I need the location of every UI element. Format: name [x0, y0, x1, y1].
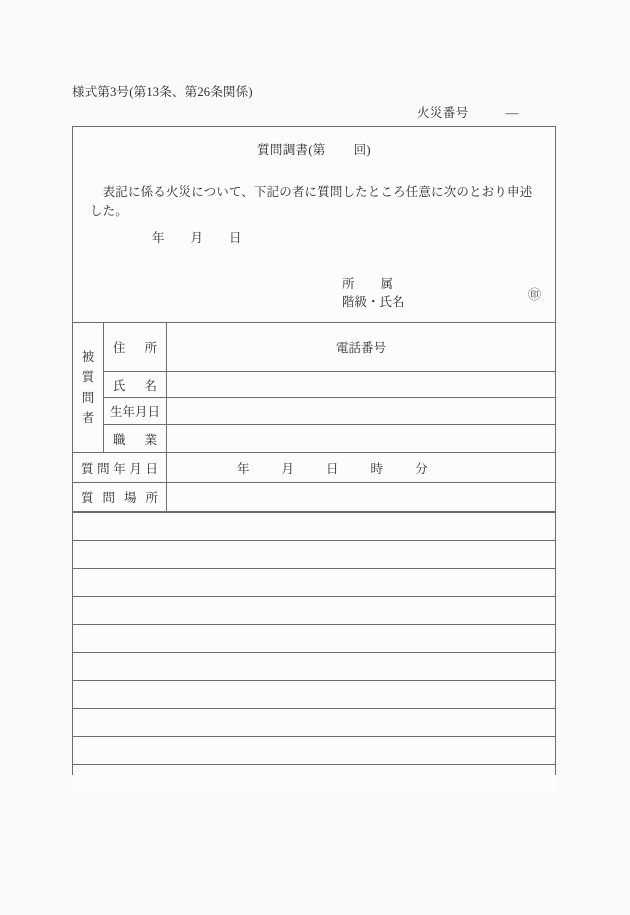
question-date-label-char-2: 年 [113, 461, 126, 476]
entry-date-line [152, 228, 242, 246]
birthdate-label-cell [104, 398, 167, 425]
subject-vertical-label [73, 323, 104, 453]
telephone-label: 電話番号 [335, 341, 386, 355]
statement-row-cell[interactable] [73, 513, 555, 541]
occupation-label-b: 業 [144, 432, 157, 447]
statement-row-cell[interactable] [73, 541, 555, 569]
question-date-label-char-0: 質 [81, 461, 94, 476]
statement-row-cell[interactable] [73, 681, 555, 709]
fire-number-label: 火災番号 [417, 106, 469, 120]
birthdate-label: 生年月日 [109, 405, 160, 419]
name-label-cell [104, 372, 167, 398]
question-place-label-char-1: 問 [102, 491, 115, 505]
statement-row-cell[interactable] [73, 653, 555, 681]
statement-row [73, 653, 555, 681]
name-label-a: 氏 [113, 378, 126, 393]
occupation-label-cell [104, 425, 167, 453]
document-title-suffix: 回) [353, 143, 371, 157]
subject-info-table [73, 323, 555, 512]
statement-row [73, 513, 555, 541]
statement-row [73, 625, 555, 653]
form-frame [72, 126, 556, 775]
affiliation-line [342, 275, 405, 293]
question-date-day: 日 [326, 461, 339, 476]
question-place-label-char-2: 場 [123, 491, 137, 505]
question-date-minute: 分 [415, 461, 428, 476]
address-label-b: 所 [144, 341, 157, 355]
statement-row [73, 737, 555, 765]
table-row [73, 453, 555, 483]
fire-number-value: — [505, 106, 519, 120]
address-label-cell [104, 323, 167, 372]
entry-date-year: 年 [152, 231, 165, 245]
question-date-label-char-1: 問 [97, 461, 110, 476]
occupation-label-a: 職 [113, 432, 126, 447]
statement-row [73, 541, 555, 569]
subject-label-char-2: 問 [81, 390, 95, 405]
address-label-a: 住 [113, 341, 126, 355]
affiliation-label-a: 所 [342, 277, 355, 291]
question-place-value-cell[interactable] [167, 483, 556, 512]
entry-date-month: 月 [190, 231, 204, 245]
table-row [73, 398, 555, 425]
question-date-value-cell[interactable] [167, 453, 556, 483]
name-value-cell[interactable] [167, 372, 556, 398]
address-value-cell[interactable] [167, 323, 556, 372]
statement-row-cell[interactable] [73, 709, 555, 737]
statement-row-cell[interactable] [73, 625, 555, 653]
table-row [73, 483, 555, 512]
statement-row-cell[interactable] [73, 597, 555, 625]
statement-row [73, 709, 555, 737]
document-title [73, 140, 555, 158]
statement-row [73, 681, 555, 709]
question-date-label-char-3: 月 [129, 461, 142, 476]
statement-row [73, 569, 555, 597]
entry-date-day: 日 [229, 231, 242, 245]
question-date-hour: 時 [370, 461, 384, 476]
table-row [73, 323, 555, 372]
question-place-label-char-3: 所 [145, 491, 158, 505]
table-row [73, 425, 555, 453]
table-row [73, 372, 555, 398]
subject-label-char-3: 者 [81, 410, 95, 425]
affiliation-label-b: 属 [380, 277, 394, 291]
statement-row [73, 597, 555, 625]
seal-icon: ㊞ [527, 287, 541, 302]
subject-label-char-1: 質 [81, 370, 95, 385]
rank-name-label: 階級・氏名 [342, 295, 405, 310]
statement-text: 表記に係る火災について、下記の者に質問したところ任意に次のとおり申述した。 [90, 185, 533, 218]
question-place-label-char-0: 質 [81, 491, 94, 505]
birthdate-value-cell[interactable] [167, 398, 556, 425]
statement-block [73, 127, 555, 323]
statement-row-cell[interactable] [73, 737, 555, 765]
statement-writing-rows [73, 512, 555, 792]
question-date-label-char-4: 日 [145, 461, 158, 476]
name-label-b: 名 [144, 378, 157, 393]
question-date-year: 年 [237, 461, 250, 476]
form-code-label: 様式第3号(第13条、第26条関係) [72, 85, 253, 99]
question-place-label-cell [73, 483, 167, 512]
statement-row [73, 765, 555, 793]
question-date-month: 月 [281, 461, 295, 476]
document-title-prefix: 質問調書(第 [257, 143, 326, 157]
statement-row-cell[interactable] [73, 569, 555, 597]
signature-block [342, 275, 405, 311]
fire-number-field [417, 103, 518, 121]
question-date-label-cell [73, 453, 167, 483]
subject-label-char-0: 被 [81, 350, 95, 364]
statement-row-cell[interactable] [73, 765, 555, 793]
occupation-value-cell[interactable] [167, 425, 556, 453]
